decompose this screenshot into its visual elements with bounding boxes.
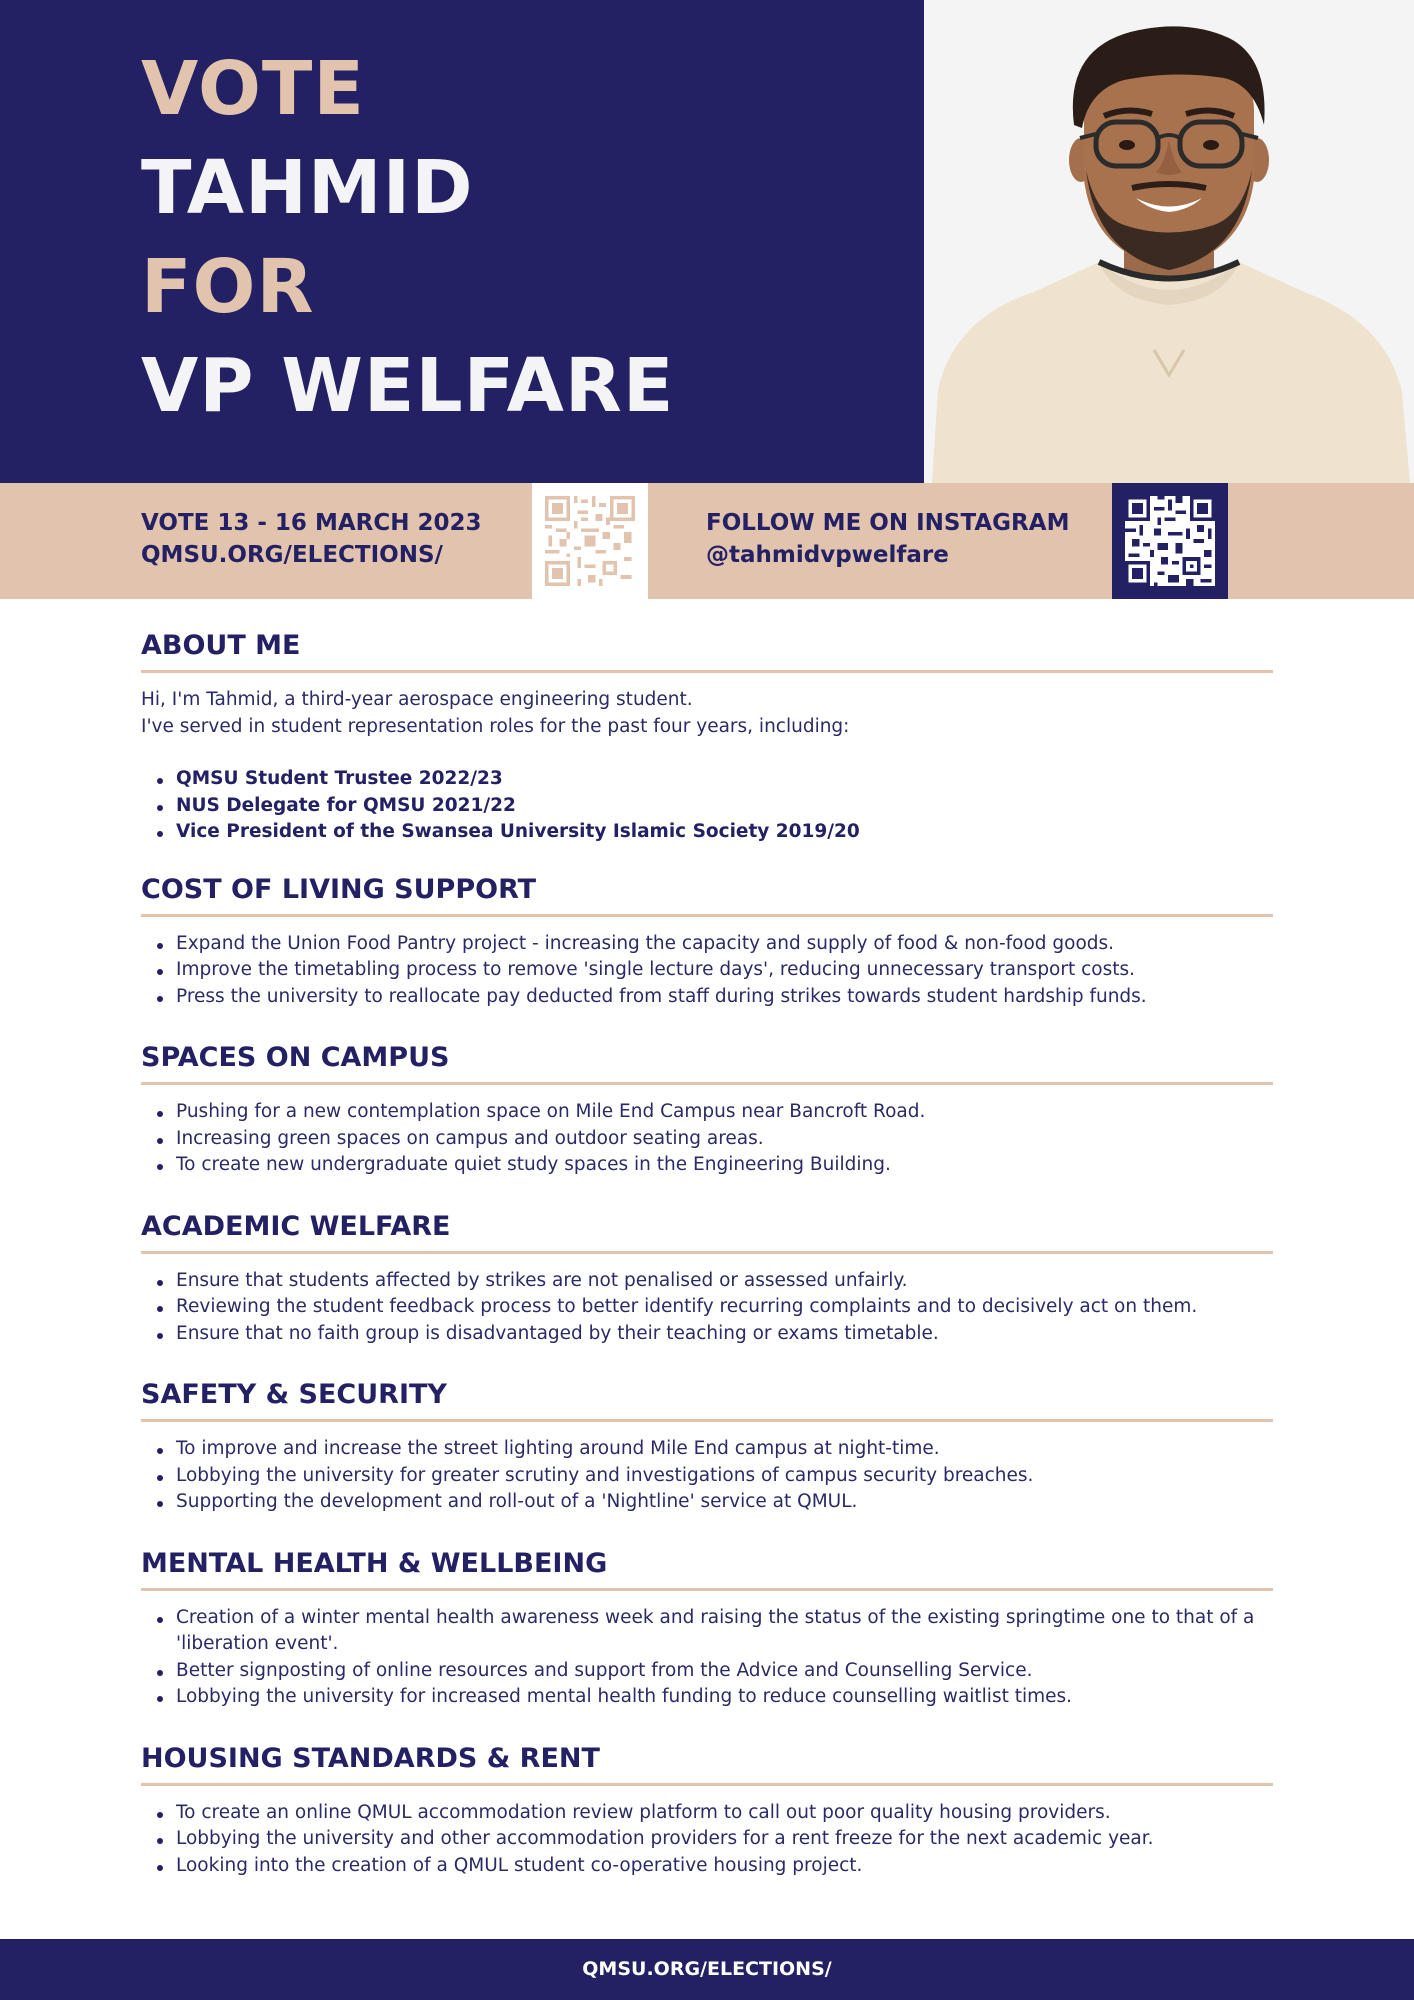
- section-title: SPACES ON CAMPUS: [141, 1040, 1273, 1085]
- policy-list: [156, 1605, 1273, 1711]
- section-about-me: [141, 628, 1273, 846]
- section-title: MENTAL HEALTH & WELLBEING: [141, 1546, 1273, 1591]
- list-item: NUS Delegate for QMSU 2021/22: [156, 793, 1273, 820]
- list-item: Creation of a winter mental health awareness week and raising the status of the existing springtime one to that of a 'liberation event'.: [156, 1605, 1273, 1658]
- list-item: Reviewing the student feedback process to better identify recurring complaints and to decisively act on them.: [156, 1294, 1273, 1321]
- section-housing: [141, 1741, 1273, 1880]
- list-item: Pushing for a new contemplation space on Mile End Campus near Bancroft Road.: [156, 1099, 1273, 1126]
- list-item: Better signposting of online resources and support from the Advice and Counselling Service.: [156, 1658, 1273, 1685]
- candidate-photo: [924, 0, 1414, 483]
- section-academic-welfare: [141, 1209, 1273, 1348]
- hero-title-line-role: VP WELFARE: [141, 343, 675, 429]
- list-item: Supporting the development and roll-out of a 'Nightline' service at QMUL.: [156, 1489, 1273, 1516]
- list-item: Vice President of the Swansea University Islamic Society 2019/20: [156, 819, 1273, 846]
- hero-banner: [0, 0, 1414, 483]
- footer-elections-link[interactable]: QMSU.ORG/ELECTIONS/: [582, 1958, 832, 1980]
- section-title: COST OF LIVING SUPPORT: [141, 872, 1273, 917]
- qr-code-icon: [1125, 494, 1215, 588]
- section-title: HOUSING STANDARDS & RENT: [141, 1741, 1273, 1786]
- hero-title-line-name: TAHMID: [141, 145, 474, 231]
- hero-title-panel: [0, 0, 924, 483]
- qr-code-icon: [545, 494, 635, 588]
- list-item: Lobbying the university for increased mental health funding to reduce counselling waitlist times.: [156, 1684, 1273, 1711]
- section-safety-security: [141, 1377, 1273, 1516]
- list-item: Ensure that students affected by strikes are not penalised or assessed unfairly.: [156, 1268, 1273, 1295]
- list-item: Lobbying the university for greater scrutiny and investigations of campus security breaches.: [156, 1463, 1273, 1490]
- policy-list: [156, 1436, 1273, 1516]
- hero-title-line-vote: VOTE: [141, 46, 365, 132]
- list-item: Increasing green spaces on campus and outdoor seating areas.: [156, 1126, 1273, 1153]
- list-item: Expand the Union Food Pantry project - increasing the capacity and supply of food & non-food goods.: [156, 931, 1273, 958]
- section-title: ABOUT ME: [141, 628, 1273, 673]
- instagram-handle[interactable]: @tahmidvpwelfare: [706, 542, 949, 568]
- list-item: To improve and increase the street lighting around Mile End campus at night-time.: [156, 1436, 1273, 1463]
- voting-dates: VOTE 13 - 16 MARCH 2023: [141, 510, 482, 536]
- voting-url[interactable]: QMSU.ORG/ELECTIONS/: [141, 542, 443, 568]
- section-mental-health: [141, 1546, 1273, 1711]
- section-cost-of-living: [141, 872, 1273, 1011]
- list-item: To create new undergraduate quiet study spaces in the Engineering Building.: [156, 1152, 1273, 1179]
- about-intro-line: I've served in student representation roles for the past four years, including:: [141, 715, 850, 737]
- info-band: [0, 483, 1414, 599]
- list-item: Press the university to reallocate pay deducted from staff during strikes towards student hardship funds.: [156, 984, 1273, 1011]
- roles-list: [156, 766, 1273, 846]
- list-item: QMSU Student Trustee 2022/23: [156, 766, 1273, 793]
- instagram-qr-code[interactable]: [1112, 483, 1228, 599]
- instagram-follow-label: FOLLOW ME ON INSTAGRAM: [706, 510, 1070, 536]
- list-item: Improve the timetabling process to remove 'single lecture days', reducing unnecessary transport costs.: [156, 957, 1273, 984]
- elections-qr-code[interactable]: [532, 483, 648, 599]
- manifesto-content: [141, 628, 1273, 1879]
- section-title: ACADEMIC WELFARE: [141, 1209, 1273, 1254]
- policy-list: [156, 1099, 1273, 1179]
- section-spaces-on-campus: [141, 1040, 1273, 1179]
- list-item: Lobbying the university and other accommodation providers for a rent freeze for the next academic year.: [156, 1826, 1273, 1853]
- policy-list: [156, 931, 1273, 1011]
- voting-info: [141, 507, 482, 571]
- footer-bar: [0, 1939, 1414, 2000]
- list-item: Ensure that no faith group is disadvantaged by their teaching or exams timetable.: [156, 1321, 1273, 1348]
- section-title: SAFETY & SECURITY: [141, 1377, 1273, 1422]
- policy-list: [156, 1268, 1273, 1348]
- candidate-portrait-illustration: [924, 0, 1414, 483]
- policy-list: [156, 1800, 1273, 1880]
- list-item: To create an online QMUL accommodation review platform to call out poor quality housing providers.: [156, 1800, 1273, 1827]
- list-item: Looking into the creation of a QMUL student co-operative housing project.: [156, 1853, 1273, 1880]
- about-intro-line: Hi, I'm Tahmid, a third-year aerospace engineering student.: [141, 689, 693, 710]
- instagram-info: [706, 507, 1069, 571]
- hero-title-line-for: FOR: [141, 244, 315, 330]
